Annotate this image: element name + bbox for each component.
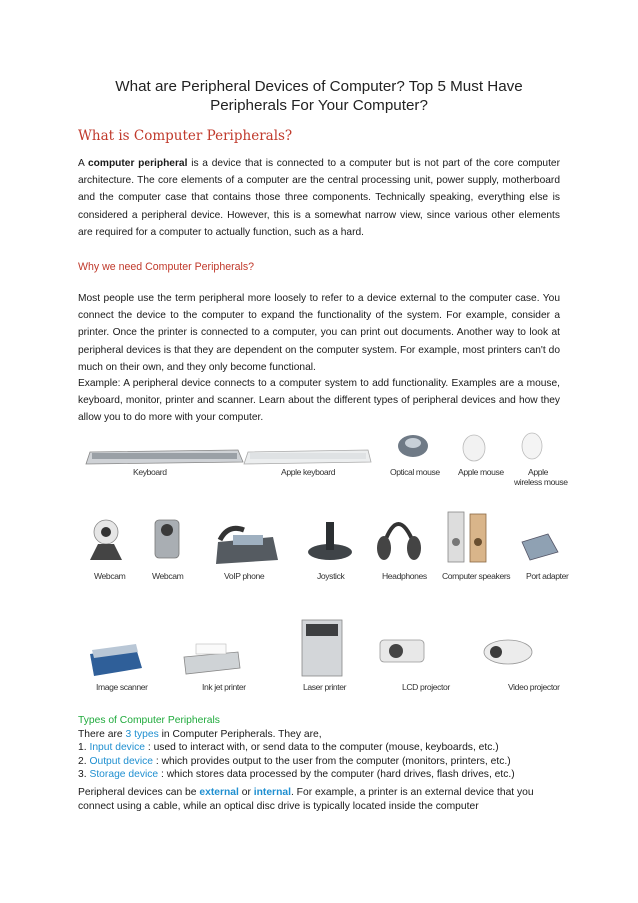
optical-mouse-image <box>398 435 428 457</box>
caption-webcam-2: Webcam <box>152 571 184 581</box>
types-item-output <box>78 755 568 769</box>
caption-apple: Apple <box>528 467 548 477</box>
caption-image-scanner: Image scanner <box>96 682 148 692</box>
peripheral-gallery <box>78 432 569 692</box>
item2-text: : which provides output to the user from the computer (monitors, printers, etc.) <box>153 755 511 767</box>
caption-apple-keyboard: Apple keyboard <box>281 467 336 477</box>
caption-inkjet-printer: Ink jet printer <box>202 682 246 692</box>
laser-printer-image <box>302 620 342 676</box>
section-heading-why: Why we need Computer Peripherals? <box>78 261 255 273</box>
caption-lcd-projector: LCD projector <box>402 682 450 692</box>
external-link[interactable]: external <box>199 787 239 798</box>
types-item-input <box>78 741 568 755</box>
apple-mouse-image <box>463 435 485 461</box>
caption-wireless-mouse: wireless mouse <box>514 477 568 487</box>
types-section <box>78 714 568 782</box>
intro-rest: is a device that is connected to a computer but is not part of the core computer architecture. The core elements of a computer are the central processing unit, power supply, motherboard and the computer case that contains those three components. Technically speaking, everything else is considered a peripheral device. However, this is a somewhat narrow view, since various other elements are required for a computer to actually function, such as a hard. <box>78 158 560 238</box>
types-intro-prefix: There are <box>78 728 126 740</box>
why-paragraph: Most people use the term peripheral more loosely to refer to a device external to the computer case. You connect the device to the computer to expand the functionality of the system. For example, consider a printer. Once the printer is connected to a computer, you can print out documents. Another way to look at peripheral devices is that they are dependent on the computer system. For example, most printers can't do much on their own, and they only become functional. <box>78 293 560 373</box>
caption-joystick: Joystick <box>317 571 345 581</box>
caption-apple-mouse: Apple mouse <box>458 467 504 477</box>
item3-number: 3. <box>78 769 90 781</box>
three-types-link[interactable]: 3 types <box>125 728 159 740</box>
types-intro-suffix: in Computer Peripherals. They are, <box>158 728 322 740</box>
inkjet-printer-image <box>184 644 240 674</box>
keyboard-image <box>86 450 243 464</box>
joystick-image <box>308 522 352 560</box>
intro-prefix: A <box>78 158 88 169</box>
lcd-projector-image <box>380 640 424 662</box>
webcam2-image <box>155 520 179 558</box>
caption-computer-speakers: Computer speakers <box>442 571 511 581</box>
closing-mid: or <box>238 787 254 798</box>
item1-number: 1. <box>78 742 90 754</box>
page-title: What are Peripheral Devices of Computer? Top 5 Must Have Peripherals For Your Computer? <box>115 78 523 114</box>
item2-number: 2. <box>78 755 90 767</box>
input-device-link[interactable]: Input device <box>89 742 145 754</box>
closing-rest: . For example, a printer is an external device that you connect using a cable, while an optical disc drive is typically located inside the computer <box>78 787 534 812</box>
output-device-link[interactable]: Output device <box>89 755 153 767</box>
caption-laser-printer: Laser printer <box>303 682 347 692</box>
video-projector-image <box>484 640 532 664</box>
caption-headphones: Headphones <box>382 571 427 581</box>
caption-port-adapter: Port adapter <box>526 571 569 581</box>
image-scanner-image <box>90 644 142 676</box>
apple-keyboard-image <box>244 450 371 464</box>
types-intro-line <box>78 728 568 742</box>
types-item-storage <box>78 768 568 782</box>
intro-paragraph <box>78 155 560 241</box>
apple-wireless-mouse-image <box>522 433 542 459</box>
headphones-image <box>377 524 421 560</box>
caption-video-projector: Video projector <box>508 682 560 692</box>
caption-optical-mouse: Optical mouse <box>390 467 440 477</box>
voip-phone-image <box>216 528 278 564</box>
types-heading: Types of Computer Peripherals <box>78 715 220 726</box>
closing-paragraph <box>78 786 568 813</box>
internal-link[interactable]: internal <box>253 787 291 798</box>
intro-bold-term: computer peripheral <box>88 158 188 169</box>
caption-webcam-1: Webcam <box>94 571 126 581</box>
section-heading-what: What is Computer Peripherals? <box>78 128 293 144</box>
port-adapter-image <box>522 534 558 560</box>
webcam1-image <box>90 520 122 560</box>
item1-text: : used to interact with, or send data to the computer (mouse, keyboards, etc.) <box>144 742 499 754</box>
storage-device-link[interactable]: Storage device <box>89 769 159 781</box>
caption-voip-phone: VoIP phone <box>224 571 265 581</box>
example-paragraph: Example: A peripheral device connects to a computer system to add functionality. Examples are a mouse, keyboard, monitor, printer and scanner. Learn about the different types of peripheral devices and how they allow you to do more with your computer. <box>78 378 560 424</box>
closing-prefix: Peripheral devices can be <box>78 787 200 798</box>
item3-text: : which stores data processed by the computer (hard drives, flash drives, etc.) <box>158 769 515 781</box>
caption-keyboard: Keyboard <box>133 467 167 477</box>
computer-speakers-image <box>448 512 486 562</box>
